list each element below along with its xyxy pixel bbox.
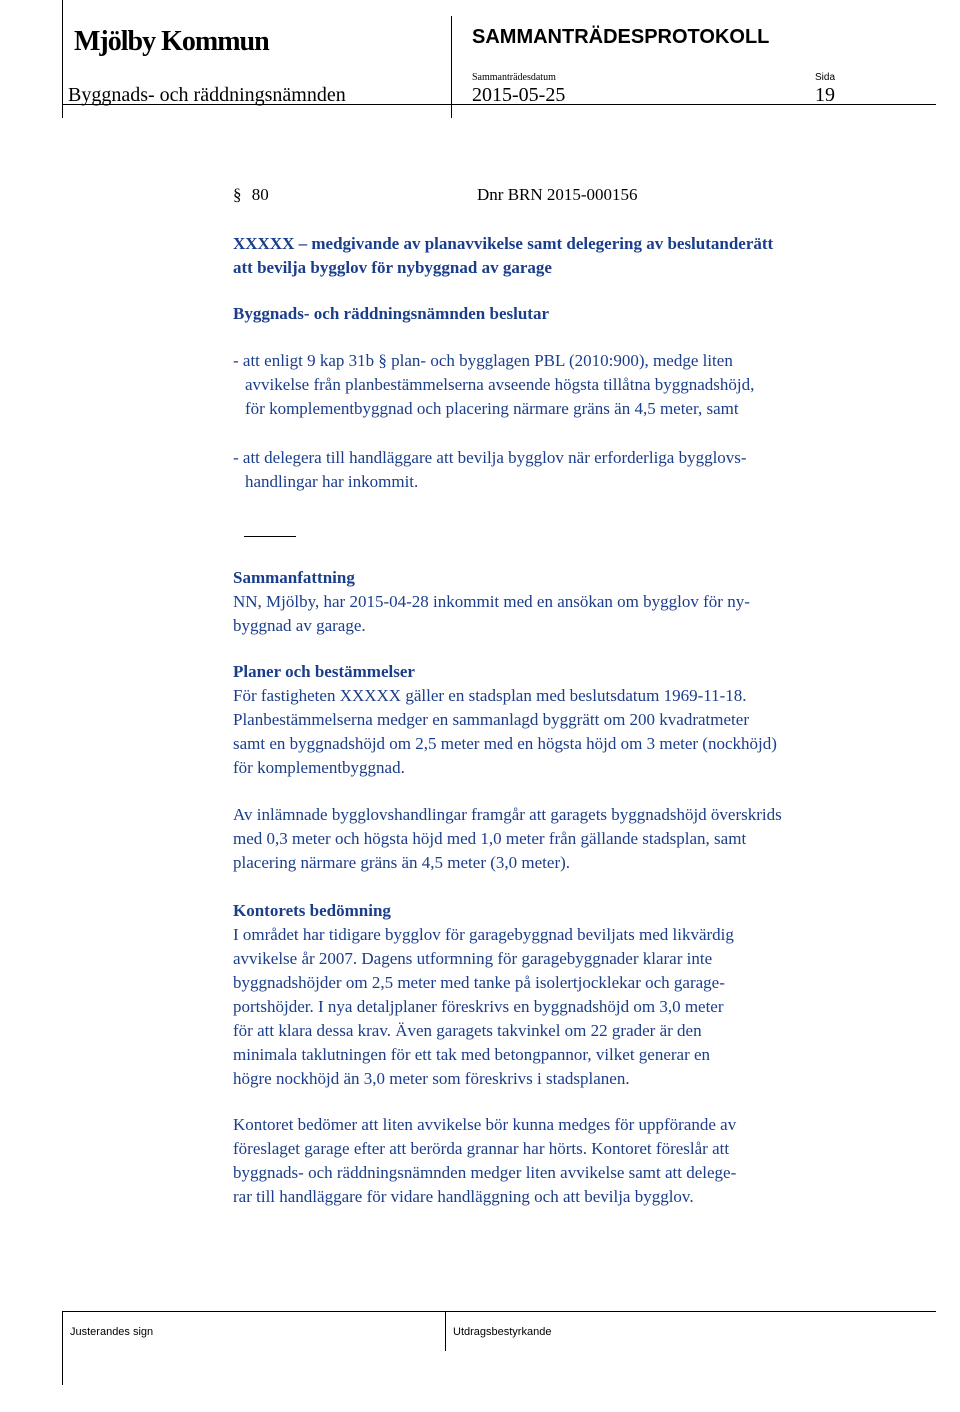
text-line: samt en byggnadshöjd om 2,5 meter med en högsta höjd om 3 meter (nockhöjd) [233,734,777,753]
summary-heading: Sammanfattning [233,568,355,587]
section-title [233,232,923,280]
text-line: Av inlämnade bygglovshandlingar framgår att garagets byggnadshöjd överskrids [233,805,782,824]
paragraph-sign: § [233,185,242,204]
center-divider-line [451,16,452,118]
footer-sign-label: Justerandes sign [70,1326,154,1338]
text-line: avvikelse år 2007. Dagens utformning för garagebyggnader klarar inte [233,949,713,968]
text-line: för att klara dessa krav. Även garagets takvinkel om 22 grader är den [233,1021,702,1040]
section-title-line: XXXXX – medgivande av planavvikelse samt delegering av beslutanderätt [233,234,774,253]
text-line: för komplementbyggnad och placering närmare gräns än 4,5 meter, samt [245,399,739,418]
text-line: handlingar har inkommit. [245,472,419,491]
text-line: NN, Mjölby, har 2015-04-28 inkommit med en ansökan om bygglov för ny- [233,592,750,611]
plans-heading: Planer och bestämmelser [233,662,415,681]
date-label: Sammanträdesdatum [472,72,556,83]
text-line: Kontoret bedömer att liten avvikelse bör kunna medges för uppförande av [233,1115,737,1134]
text-line: placering närmare gräns än 4,5 meter (3,0 meter). [233,853,571,872]
plans-paragraph-2 [233,803,923,875]
text-line: Planbestämmelserna medger en sammanlagd byggrätt om 200 kvadratmeter [233,710,749,729]
text-line: för komplementbyggnad. [233,758,405,777]
left-margin-line [62,0,63,118]
section-number [233,183,269,207]
text-line: föreslaget garage efter att berörda grannar har hörts. Kontoret föreslår att [233,1139,730,1158]
page-label: Sida [815,72,836,83]
summary-section [233,566,923,638]
text-line: byggnad av garage. [233,616,366,635]
decision-item-2 [233,446,923,494]
decision-item-1 [233,349,923,421]
assessment-paragraph-2 [233,1113,923,1209]
text-line: För fastigheten XXXXX gäller en stadsplan med beslutsdatum 1969-11-18. [233,686,747,705]
footer-rule [62,1311,936,1312]
text-line: I området har tidigare bygglov för garagebyggnad beviljats med likvärdig [233,925,734,944]
text-line: rar till handläggare för vidare handläggning och att bevilja bygglov. [233,1187,694,1206]
text-line: byggnadshöjder om 2,5 meter med tanke på isolertjocklekar och garage- [233,973,725,992]
meeting-date: 2015-05-25 [472,84,566,106]
decision-heading: Byggnads- och räddningsnämnden beslutar [233,304,550,323]
text-line: högre nockhöjd än 3,0 meter som föreskrivs i stadsplanen. [233,1069,630,1088]
text-line: minimala taklutningen för ett tak med betongpannor, vilket generar en [233,1045,711,1064]
footer-extract-label: Utdragsbestyrkande [453,1326,552,1338]
text-line: avvikelse från planbestämmelserna avseende högsta tillåtna byggnadshöjd, [245,375,755,394]
text-line: - att delegera till handläggare att bevilja bygglov när erforderliga bygglovs- [233,448,747,467]
assessment-section [233,899,923,1091]
text-line: - att enligt 9 kap 31b § plan- och bygglagen PBL (2010:900), medge liten [233,351,733,370]
page-number: 19 [815,84,835,106]
footer-left-line [62,1311,63,1385]
document-type: SAMMANTRÄDESPROTOKOLL [472,26,770,48]
footer-divider-line [445,1311,446,1351]
assessment-heading: Kontorets bedömning [233,901,391,920]
dnr-reference: Dnr BRN 2015-000156 [477,185,638,204]
org-name: Mjölby Kommun [74,26,269,57]
separator-line [244,536,296,537]
committee-name: Byggnads- och räddningsnämnden [68,84,346,106]
section-number-value: 80 [251,185,269,204]
text-line: portshöjder. I nya detaljplaner föreskrivs en byggnadshöjd om 3,0 meter [233,997,724,1016]
section-title-line: att bevilja bygglov för nybyggnad av garage [233,258,552,277]
text-line: byggnads- och räddningsnämnden medger liten avvikelse samt att delege- [233,1163,737,1182]
plans-section [233,660,923,780]
text-line: med 0,3 meter och högsta höjd med 1,0 meter från gällande stadsplan, samt [233,829,747,848]
